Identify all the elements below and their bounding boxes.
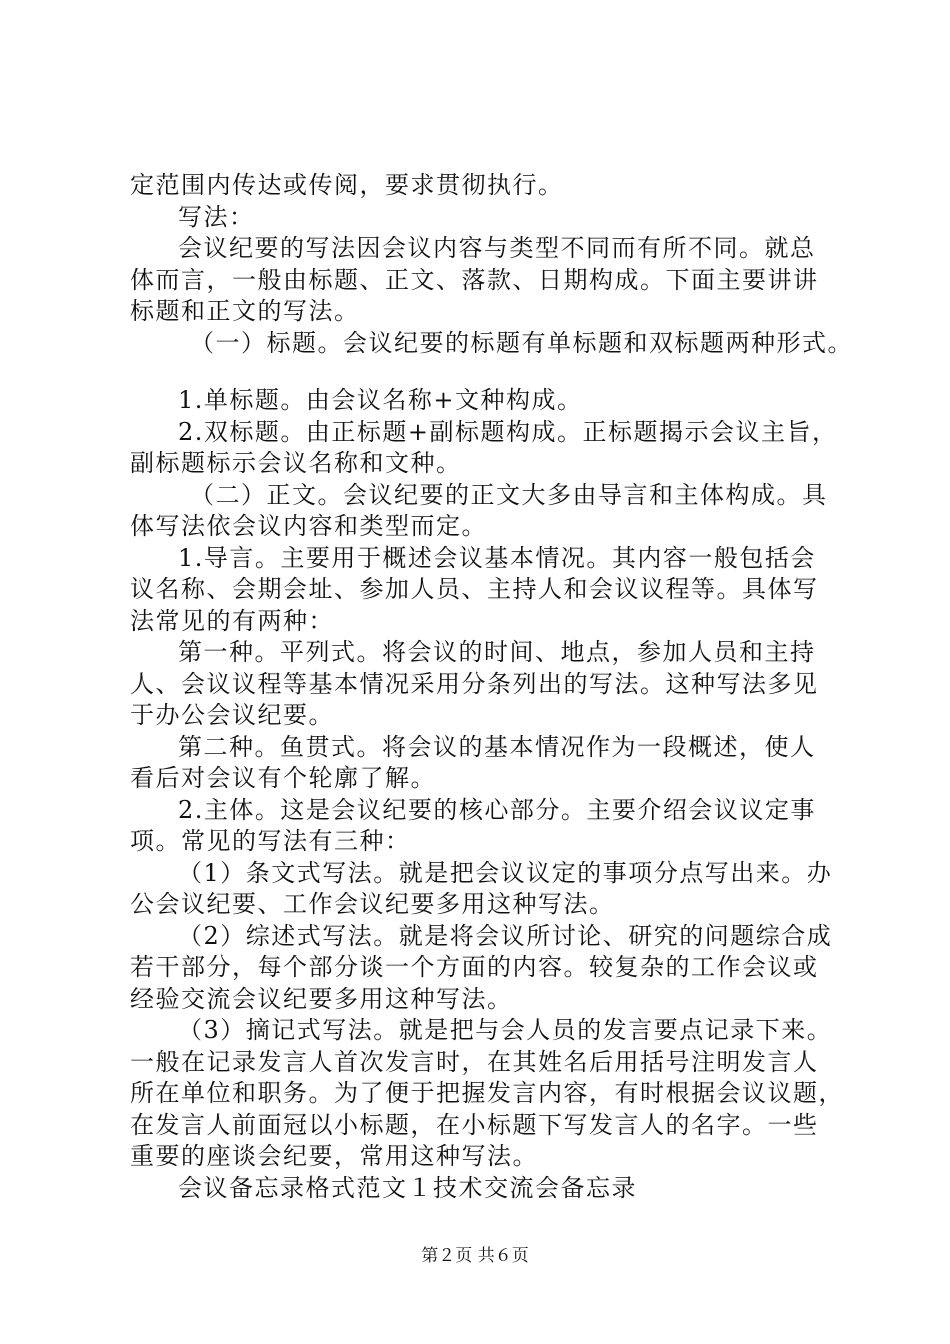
text-line: 定范围内传达或传阅，要求贯彻执行。 <box>130 171 564 199</box>
page-footer: 第２页 共６页 <box>421 1246 529 1266</box>
text-line: （一）标题。会议纪要的标题有单标题和双标题两种形式。 <box>190 328 853 357</box>
paragraph-gap <box>130 359 836 385</box>
text-line: 经验交流会议纪要多用这种写法。 <box>130 984 513 1013</box>
text-line: 体写法依会议内容和类型而定。 <box>130 512 487 540</box>
text-line: 会议纪要的写法因会议内容与类型不同而有所不同。就总 <box>178 234 816 262</box>
text-line: 在发言人前面冠以小标题，在小标题下写发言人的名字。一些 <box>130 1110 819 1139</box>
text-line: （1）条文式写法。就是把会议议定的事项分点写出来。办 <box>178 858 833 887</box>
text-line: （二）正文。会议纪要的正文大多由导言和主体构成。具 <box>190 480 828 509</box>
text-line: 会议备忘录格式范文１技术交流会备忘录 <box>178 1173 637 1202</box>
text-line: 法常见的有两种： <box>130 606 334 635</box>
text-line: 第一种。平列式。将会议的时间、地点，参加人员和主持 <box>178 638 816 666</box>
text-line: 标题和正文的写法。 <box>130 297 360 325</box>
text-line: 项。常见的写法有三种： <box>130 827 411 855</box>
text-line: 2.主体。这是会议纪要的核心部分。主要介绍会议议定事 <box>178 795 816 824</box>
text-line: 副标题标示会议名称和文种。 <box>130 449 462 477</box>
document-body <box>130 170 853 1204</box>
text-line: 重要的座谈会纪要，常用这种写法。 <box>130 1142 538 1170</box>
text-line: 写法： <box>178 202 255 231</box>
text-line: 议名称、会期会址、参加人员、主持人和会议议程等。具体写 <box>130 575 819 603</box>
text-line: 看后对会议有个轮廓了解。 <box>130 764 436 792</box>
text-line: 2.双标题。由正标题+副标题构成。正标题揭示会议主旨， <box>178 417 838 446</box>
text-line: 若干部分，每个部分谈一个方面的内容。较复杂的工作会议或 <box>130 953 819 981</box>
text-line: 第二种。鱼贯式。将会议的基本情况作为一段概述，使人 <box>178 732 816 761</box>
text-line: （2）综述式写法。就是将会议所讨论、研究的问题综合成 <box>178 921 833 950</box>
text-line: 人、会议议程等基本情况采用分条列出的写法。这种写法多见 <box>130 669 819 698</box>
text-line: 1.导言。主要用于概述会议基本情况。其内容一般包括会 <box>178 543 816 572</box>
text-line: 一般在记录发言人首次发言时，在其姓名后用括号注明发言人 <box>130 1047 819 1076</box>
text-line: 体而言，一般由标题、正文、落款、日期构成。下面主要讲讲 <box>130 265 819 294</box>
text-line: 于办公会议纪要。 <box>130 701 334 729</box>
text-line: 1.单标题。由会议名称+文种构成。 <box>178 386 583 414</box>
text-line: （3）摘记式写法。就是把与会人员的发言要点记录下来。 <box>178 1016 833 1044</box>
text-line: 公会议纪要、工作会议纪要多用这种写法。 <box>130 890 615 918</box>
text-line: 所在单位和职务。为了便于把握发言内容，有时根据会议议题， <box>130 1079 844 1107</box>
